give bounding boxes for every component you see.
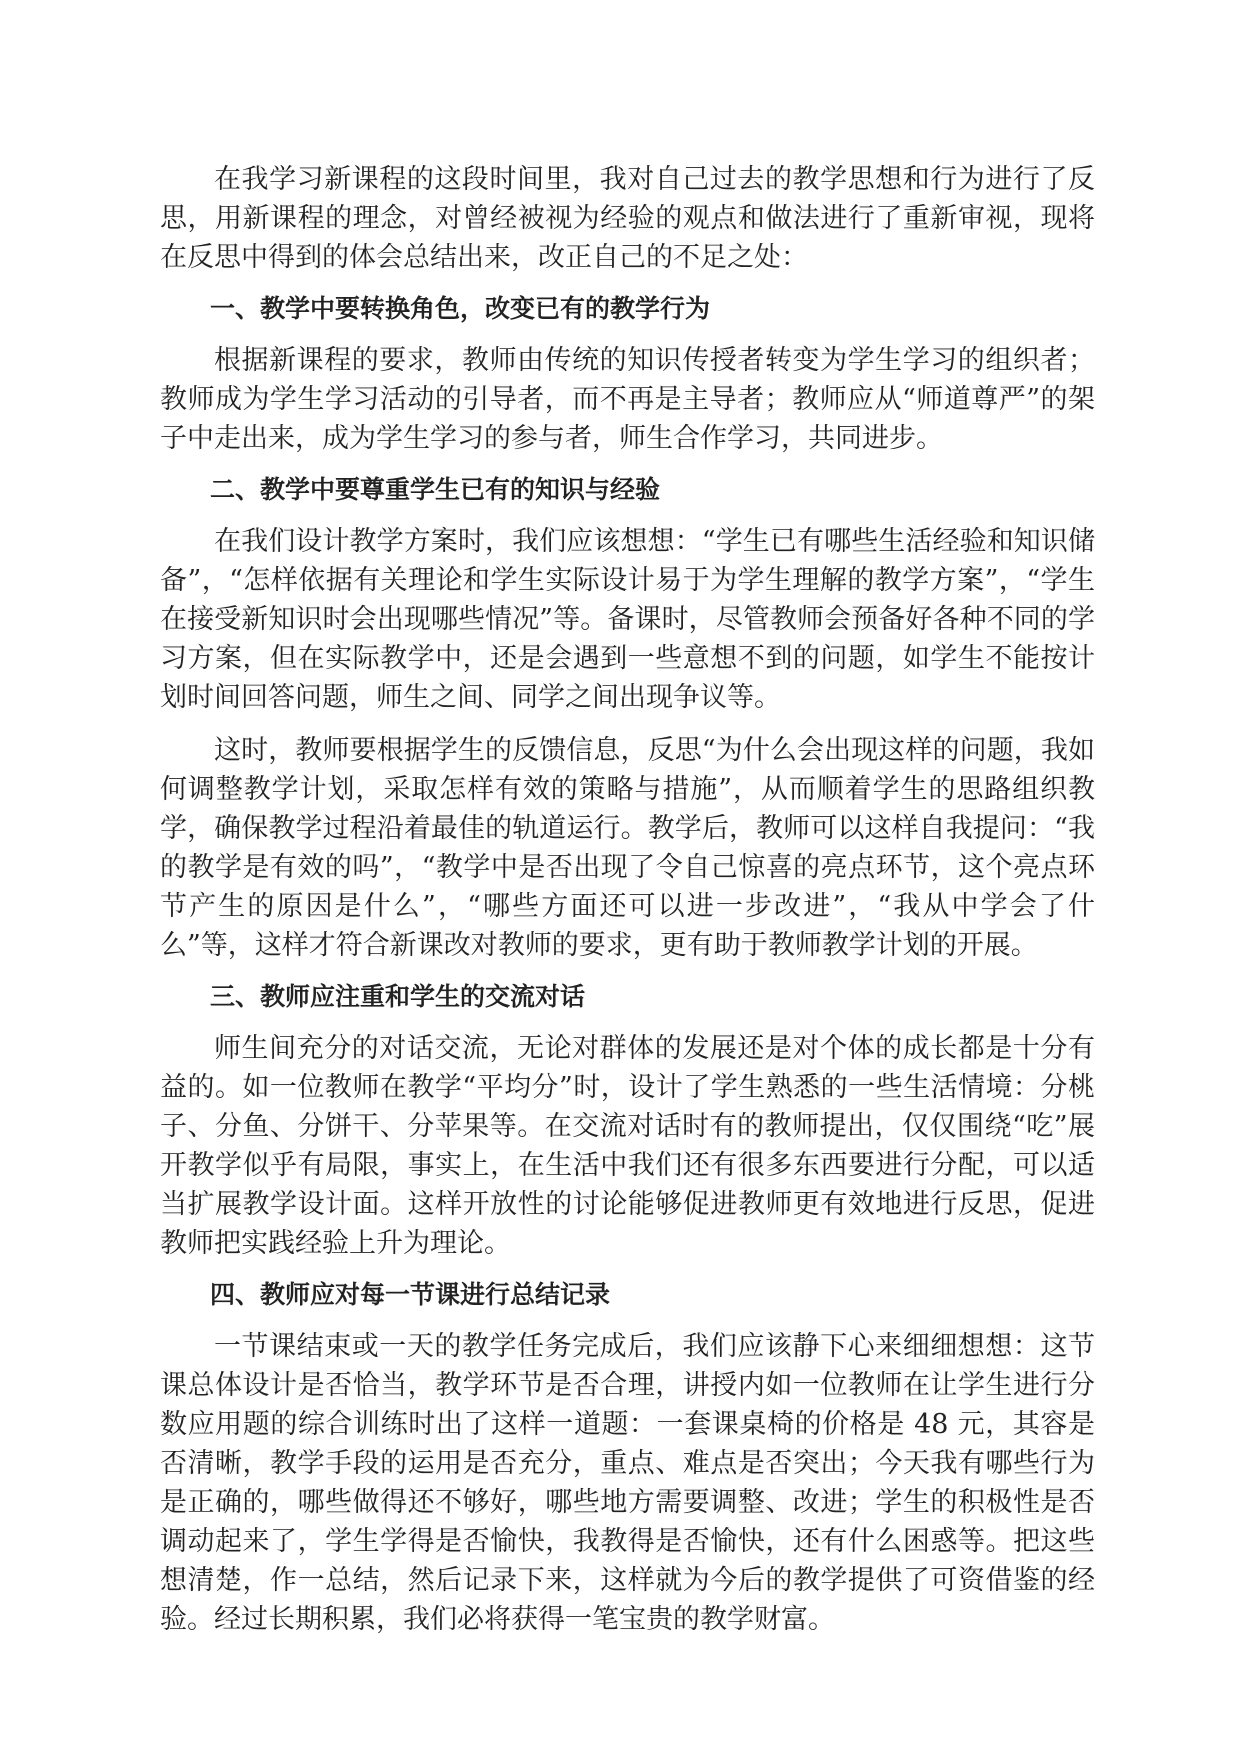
section-4-heading: 四、教师应对每一节课进行总结记录 (210, 1280, 611, 1309)
section-3-heading: 三、教师应注重和学生的交流对话 (210, 982, 586, 1011)
section-4-paragraph-1: 一节课结束或一天的教学任务完成后，我们应该静下心来细细想想：这节课总体设计是否恰当，教学环节是否合理，讲授内如一位教师在让学生进行分数应用题的综合训练时出了这样一道题：一套课桌椅的价格是 48 元，其容是否清晰，教学手段的运用是否充分，重点、难点是否突出；今天我有哪些行为是正确的，哪些做得还不够好，哪些地方需要调整、改进；学生的积极性是否调动起来了，学生学得是否愉快，我教得是否愉快，还有什么困惑等。把这些想清楚，作一总结，然后记录下来，这样就为今后的教学提供了可资借鉴的经验。经过长期积累，我们必将获得一笔宝贵的教学财富。 (160, 1331, 1095, 1635)
section-3-paragraph-1: 师生间充分的对话交流，无论对群体的发展还是对个体的成长都是十分有益的。如一位教师在教学“平均分”时，设计了学生熟悉的一些生活情境：分桃子、分鱼、分饼干、分苹果等。在交流对话时有的教师提出，仅仅围绕“吃”展开教学似乎有局限，事实上，在生活中我们还有很多东西要进行分配，可以适当扩展教学设计面。这样开放性的讨论能够促进教师更有效地进行反思，促进教师把实践经验上升为理论。 (160, 1033, 1095, 1259)
section-2-paragraph-2: 这时，教师要根据学生的反馈信息，反思“为什么会出现这样的问题，我如何调整教学计划，采取怎样有效的策略与措施”，从而顺着学生的思路组织教学，确保教学过程沿着最佳的轨道运行。教学后，教师可以这样自我提问：“我的教学是有效的吗”，“教学中是否出现了令自己惊喜的亮点环节，这个亮点环节产生的原因是什么”，“哪些方面还可以进一步改进”，“我从中学会了什么”等，这样才符合新课改对教师的要求，更有助于教师教学计划的开展。 (160, 735, 1095, 961)
section-1-paragraph-1: 根据新课程的要求，教师由传统的知识传授者转变为学生学习的组织者；教师成为学生学习活动的引导者，而不再是主导者；教师应从“师道尊严”的架子中走出来，成为学生学习的参与者，师生合作学习，共同进步。 (160, 345, 1095, 454)
section-2-heading: 二、教学中要尊重学生已有的知识与经验 (210, 475, 661, 504)
intro-paragraph: 在我学习新课程的这段时间里，我对自己过去的教学思想和行为进行了反思，用新课程的理念，对曾经被视为经验的观点和做法进行了重新审视，现将在反思中得到的体会总结出来，改正自己的不足之处： (160, 164, 1095, 273)
section-1-heading: 一、教学中要转换角色，改变已有的教学行为 (210, 294, 711, 323)
document-page (160, 160, 1095, 1653)
section-2-paragraph-1: 在我们设计教学方案时，我们应该想想：“学生已有哪些生活经验和知识储备”，“怎样依据有关理论和学生实际设计易于为学生理解的教学方案”，“学生在接受新知识时会出现哪些情况”等。备课时，尽管教师会预备好各种不同的学习方案，但在实际教学中，还是会遇到一些意想不到的问题，如学生不能按计划时间回答问题，师生之间、同学之间出现争议等。 (160, 526, 1095, 713)
